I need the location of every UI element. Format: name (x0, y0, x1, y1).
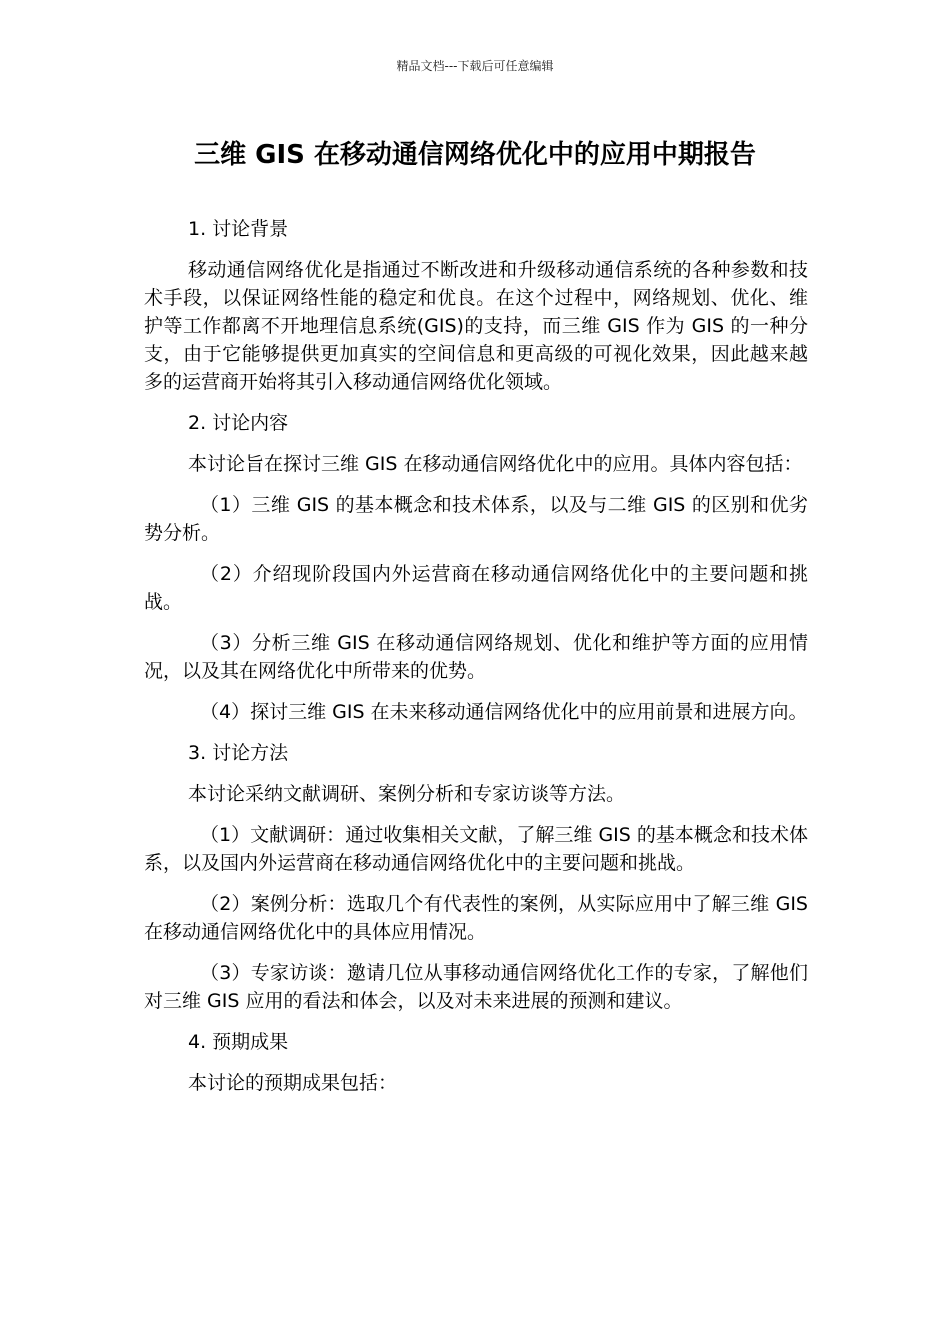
section-4-intro: 本讨论的预期成果包括： (188, 1072, 398, 1094)
section-heading-1: 1. 讨论背景 (188, 218, 289, 240)
section-heading-3: 3. 讨论方法 (188, 742, 289, 764)
section-1-paragraph: 移动通信网络优化是指通过不断改进和升级移动通信系统的各种参数和技术手段，以保证网络性能的稳定和优良。在这个过程中，网络规划、优化、维护等工作都离不开地理信息系统(GIS)的支持，而三维 GIS 作为 GIS 的一种分支，由于它能够提供更加真实的空间信息和更高级的可视化效果，因此越来越多的运营商开始将其引入移动通信网络优化领域。 (144, 259, 808, 393)
header-note: 精品文档---下载后可任意编辑 (396, 59, 554, 73)
section-2-item-4: （4）探讨三维 GIS 在未来移动通信网络优化中的应用前景和进展方向。 (200, 701, 808, 723)
section-heading-4: 4. 预期成果 (188, 1031, 289, 1053)
document-title: 三维 GIS 在移动通信网络优化中的应用中期报告 (194, 140, 756, 170)
section-3-intro: 本讨论采纳文献调研、案例分析和专家访谈等方法。 (188, 783, 626, 805)
section-3-item-2: （2）案例分析：选取几个有代表性的案例，从实际应用中了解三维 GIS 在移动通信网络优化中的具体应用情况。 (144, 893, 808, 943)
section-2-item-2: （2）介绍现阶段国内外运营商在移动通信网络优化中的主要问题和挑战。 (144, 563, 808, 613)
document-body (144, 215, 808, 1110)
section-2-item-3: （3）分析三维 GIS 在移动通信网络规划、优化和维护等方面的应用情况，以及其在网络优化中所带来的优势。 (144, 632, 808, 682)
section-heading-2: 2. 讨论内容 (188, 412, 289, 434)
section-3-item-3: （3）专家访谈：邀请几位从事移动通信网络优化工作的专家，了解他们对三维 GIS 应用的看法和体会，以及对未来进展的预测和建议。 (144, 962, 808, 1012)
section-2-intro: 本讨论旨在探讨三维 GIS 在移动通信网络优化中的应用。具体内容包括： (188, 453, 803, 475)
section-3-item-1: （1）文献调研：通过收集相关文献，了解三维 GIS 的基本概念和技术体系，以及国内外运营商在移动通信网络优化中的主要问题和挑战。 (144, 824, 808, 874)
section-2-item-1: （1）三维 GIS 的基本概念和技术体系，以及与二维 GIS 的区别和优劣势分析。 (144, 494, 808, 544)
